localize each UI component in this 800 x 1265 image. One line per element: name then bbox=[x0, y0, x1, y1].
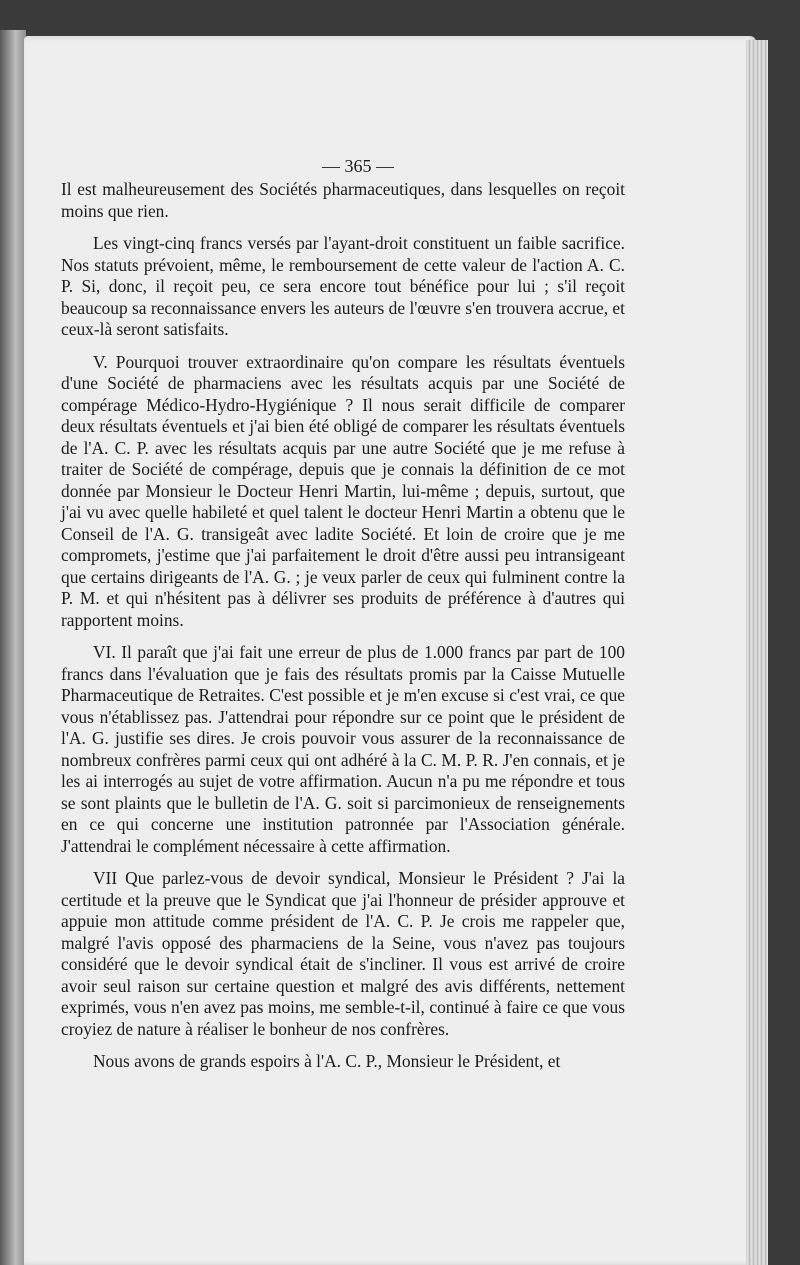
page-text bbox=[61, 154, 625, 1084]
paragraph-contribution: Les vingt-cinq francs versés par l'ayant-droit constituent un faible sacrifice. Nos statuts prévoient, même, le remboursement de cette valeur de l'action A. C. P. Si, donc, il reçoit peu, ce sera encore tout bénéfice pour lui ; s'il reçoit beaucoup sa reconnaissance envers les auteurs de l'œuvre s'en trouvera accrue, et ceux-là seront satisfaits. bbox=[61, 233, 625, 339]
paragraph-continuation: Il est malheureusement des Sociétés pharmaceutiques, dans lesquelles on reçoit moins que rien. bbox=[61, 179, 625, 221]
paragraph-section-v: V. Pourquoi trouver extraordinaire qu'on compare les résultats éventuels d'une Société de pharmaciens avec les résultats acquis par une Société de compérage Médico-Hydro-Hygiénique ? Il nous serait difficile de comparer deux résultats éventuels et j'ai bien été obligé de comparer les résultats éventuels de l'A. C. P. avec les résultats acquis par une autre Société que je me refuse à traiter de Société de compérage, depuis que je connais la définition de ce mot donnée par Monsieur le Docteur Henri Martin, lui-même ; depuis, surtout, que j'ai vu avec quelle habileté et quel talent le docteur Henri Martin a obtenu que le Conseil de l'A. G. transigeât avec ladite Société. Et loin de croire que je me compromets, j'estime que j'ai parfaitement le droit d'être aussi peu intransigeant que certains dirigeants de l'A. G. ; je veux parler de ceux qui fulminent contre la P. M. et qui n'hésitent pas à délivrer ses produits de préférence à d'autres qui rapportent moins. bbox=[61, 351, 625, 630]
paragraph-section-vi: VI. Il paraît que j'ai fait une erreur de plus de 1.000 francs par part de 100 francs dans l'évaluation que je fais des résultats promis par la Caisse Mutuelle Pharmaceutique de Retraites. C'est possible et je m'en excuse si c'est vrai, ce que vous n'établissez pas. J'attendrai pour répondre sur ce point que le président de l'A. G. justifie ses dires. Je crois pouvoir vous assurer de la reconnaissance de nombreux confrères parmi ceux qui ont adhéré à la C. M. P. R. J'en connais, et je les ai interrogés au sujet de votre affirmation. Aucun n'a pu me répondre et tous se sont plaints que le bulletin de l'A. G. soit si parcimonieux de renseignements en ce qui concerne une institution patronnée par l'Association générale. J'attendrai le complément nécessaire à cette affirmation. bbox=[61, 642, 625, 856]
paragraph-final: Nous avons de grands espoirs à l'A. C. P., Monsieur le Président, et bbox=[93, 1051, 561, 1071]
page-number: — 365 — bbox=[322, 156, 394, 176]
page-stack-edges bbox=[746, 40, 768, 1265]
facing-page-edge bbox=[0, 30, 26, 1265]
paragraph-section-vii: VII Que parlez-vous de devoir syndical, Monsieur le Président ? J'ai la certitude et la preuve que le Syndicat que j'ai l'honneur de présider approuve et appuie mon attitude comme président de l'A. C. P. Je crois me rappeler que, malgré l'avis opposé des pharmaciens de la Seine, vous n'avez pas toujours considéré que le devoir syndical était de s'incliner. Il vous est arrivé de croire avoir seul raison sur certaine question et malgré des avis différents, nettement exprimés, vous n'en avez pas moins, me semble-t-il, continué à faire ce que vous croyiez de nature à réaliser le bonheur de nos confrères. bbox=[61, 868, 625, 1039]
